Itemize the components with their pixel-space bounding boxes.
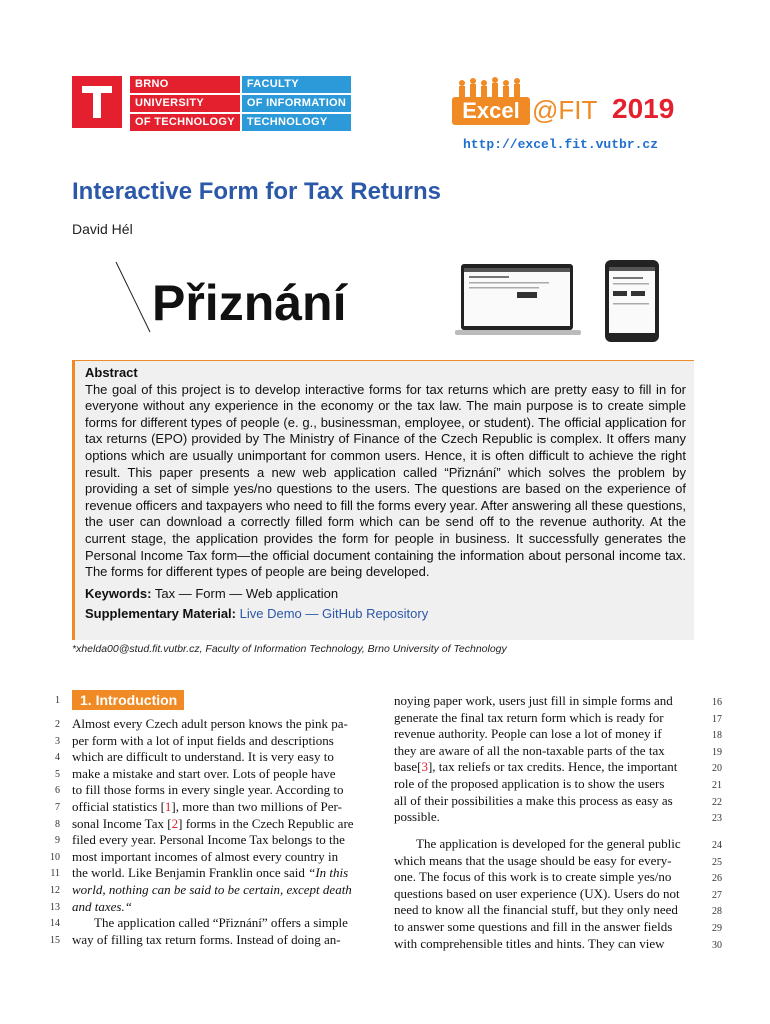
section-title: Introduction [95, 692, 178, 708]
university-chip: OF TECHNOLOGY [130, 114, 240, 131]
body-line: per form with a lot of input fields and descriptions [72, 732, 334, 748]
body-line: noying paper work, users just fill in simple forms and [394, 693, 673, 708]
conference-url-link[interactable]: http://excel.fit.vutbr.cz [463, 137, 659, 152]
citation-ref[interactable]: 3 [421, 759, 428, 775]
body-line: Almost every Czech adult person knows the pink pa- [72, 716, 348, 731]
line-number: 24 [712, 840, 722, 851]
line-number: 28 [712, 906, 722, 918]
github-repository-link[interactable]: GitHub Repository [322, 606, 429, 622]
body-line: base[3], tax reliefs or tax credits. Hence, the important [394, 759, 678, 775]
line-number: 25 [712, 856, 722, 868]
body-line: generate the final tax return form which is ready for [394, 709, 664, 725]
body-line: which means that the usage should be easy for every- [394, 852, 672, 868]
line-number: 20 [712, 763, 722, 775]
line-number: 18 [712, 730, 722, 742]
line-number: 30 [712, 939, 722, 951]
body-line: world, nothing can be said to be certain, except death [72, 882, 352, 897]
body-line: The application called “Přiznání” offers a simple [94, 915, 348, 931]
university-name-chips [130, 76, 351, 128]
line-number: 1 [55, 695, 60, 706]
citation-ref[interactable]: 1 [164, 799, 172, 814]
body-line: possible. [394, 809, 440, 825]
line-number: 11 [50, 868, 60, 880]
body-line: and taxes.“ [72, 898, 132, 914]
citation-ref[interactable]: 2 [171, 815, 179, 831]
line-number: 17 [712, 713, 722, 725]
body-line: revenue authority. People can lose a lot of money if [394, 726, 662, 742]
line-number: 16 [712, 697, 722, 708]
section-heading-introduction [72, 690, 184, 710]
link-separator: — [305, 606, 319, 622]
body-line: role of the proposed application is to show the users [394, 776, 665, 791]
abstract-text: The goal of this project is to develop interactive forms for tax returns which are pretty easy to fill in for everyone without any experience in the economy or the tax law. The main purpose is to create simple forms for different types of people (e. g., businessman, employee, or student). The official application for tax returns (EPO) provided by The Ministry of Finance of the Czech Republic is complex. It offers many options which are usually unimportant for common users. Hence, it is often difficult to achieve the right result. This paper presents a new web application called “Přiznání” which solves the problem by providing a set of simple yes/no questions to the users. The questions are based on the experience of revenue officers and taxpayers who need to fill the forms every year. After answering all these questions, the user can download a correctly filled form which can be send off to the revenue authority. At the current stage, the application provides the form for people in business. It successfully generates the Personal Income Tax form—the official document containing the information about personal income tax. The forms for different types of people are being developed. [85, 381, 686, 580]
phone-mockup-icon [604, 259, 660, 343]
body-line: questions based on user experience (UX). Users do not [394, 885, 680, 901]
line-number: 14 [50, 918, 60, 930]
supplementary-line [85, 606, 686, 623]
line-number: 27 [712, 889, 722, 901]
body-line: they are aware of all the non-taxable parts of the tax [394, 742, 665, 758]
line-number: 29 [712, 923, 722, 934]
line-number: 13 [50, 901, 60, 913]
line-number: 21 [712, 780, 722, 791]
app-logo-text: Přiznání [152, 275, 347, 331]
body-line: way of filling tax return forms. Instead of doing an- [72, 931, 341, 947]
fit-text: @FIT [532, 95, 598, 125]
line-number: 4 [55, 752, 60, 764]
body-line: one. The focus of this work is to create simple yes/no [394, 869, 672, 885]
body-line: to answer some questions and fill in the answer fields [394, 919, 673, 934]
university-chip: FACULTY [242, 76, 351, 93]
body-line: filed every year. Personal Income Tax belongs to the [72, 832, 345, 848]
body-line: make a mistake and start over. Lots of people have [72, 765, 336, 781]
paper-title: Interactive Form for Tax Returns [72, 178, 441, 205]
line-number: 12 [50, 885, 60, 896]
university-chip: UNIVERSITY [130, 95, 240, 112]
line-number: 9 [55, 835, 60, 847]
line-number: 10 [50, 851, 60, 863]
keywords-line [85, 586, 686, 603]
body-line: all of their possibilities a make this process as easy as [394, 792, 673, 808]
author-name: David Hél [72, 221, 133, 237]
diagonal-decoration-line [116, 262, 150, 332]
body-line: which are difficult to understand. It is very easy to [72, 749, 334, 765]
body-line: with comprehensible titles and hints. They can view [394, 935, 665, 951]
university-chip: TECHNOLOGY [242, 114, 351, 131]
supplementary-label: Supplementary Material: [85, 606, 236, 622]
body-line: to fill those forms in every single year. According to [72, 782, 344, 798]
line-number: 8 [55, 818, 60, 830]
line-number: 19 [712, 746, 722, 758]
crowd-silhouette-icon [456, 77, 526, 97]
excel-fit-logo [452, 75, 702, 135]
line-number: 7 [55, 802, 60, 813]
body-line: the world. Like Benjamin Franklin once said “In this [72, 865, 349, 881]
body-line: most important incomes of almost every country in [72, 848, 339, 864]
line-number: 26 [712, 873, 722, 885]
section-number: 1. [80, 692, 92, 708]
live-demo-link[interactable]: Live Demo [239, 606, 302, 622]
line-number: 22 [712, 796, 722, 808]
university-logo [72, 76, 351, 128]
body-line: The application is developed for the general public [416, 836, 681, 851]
body-line: need to know all the financial stuff, but they only need [394, 902, 678, 918]
line-number: 6 [55, 785, 60, 797]
laptop-mockup-icon [455, 262, 595, 336]
excel-text: Excel [452, 97, 530, 125]
line-number: 2 [55, 719, 60, 730]
body-line: official statistics [1], more than two millions of Per- [72, 799, 342, 814]
keywords-label: Keywords: [85, 585, 152, 601]
university-chip: BRNO [130, 76, 240, 93]
line-number: 23 [712, 813, 722, 825]
line-number: 3 [55, 735, 60, 747]
but-t-logo-icon [72, 76, 122, 128]
abstract-box [72, 360, 694, 640]
author-footnote: *xhelda00@stud.fit.vutbr.cz, Faculty of Information Technology, Brno University of Technology [72, 643, 507, 655]
body-line: sonal Income Tax [2] forms in the Czech Republic are [72, 815, 354, 831]
line-number: 15 [50, 934, 60, 946]
conference-year: 2019 [612, 93, 675, 124]
abstract-heading: Abstract [85, 365, 138, 380]
line-number: 5 [55, 768, 60, 780]
keywords-value: Tax — Form — Web application [154, 585, 339, 601]
university-chip: OF INFORMATION [242, 95, 351, 112]
app-logo-graphic [110, 258, 440, 338]
